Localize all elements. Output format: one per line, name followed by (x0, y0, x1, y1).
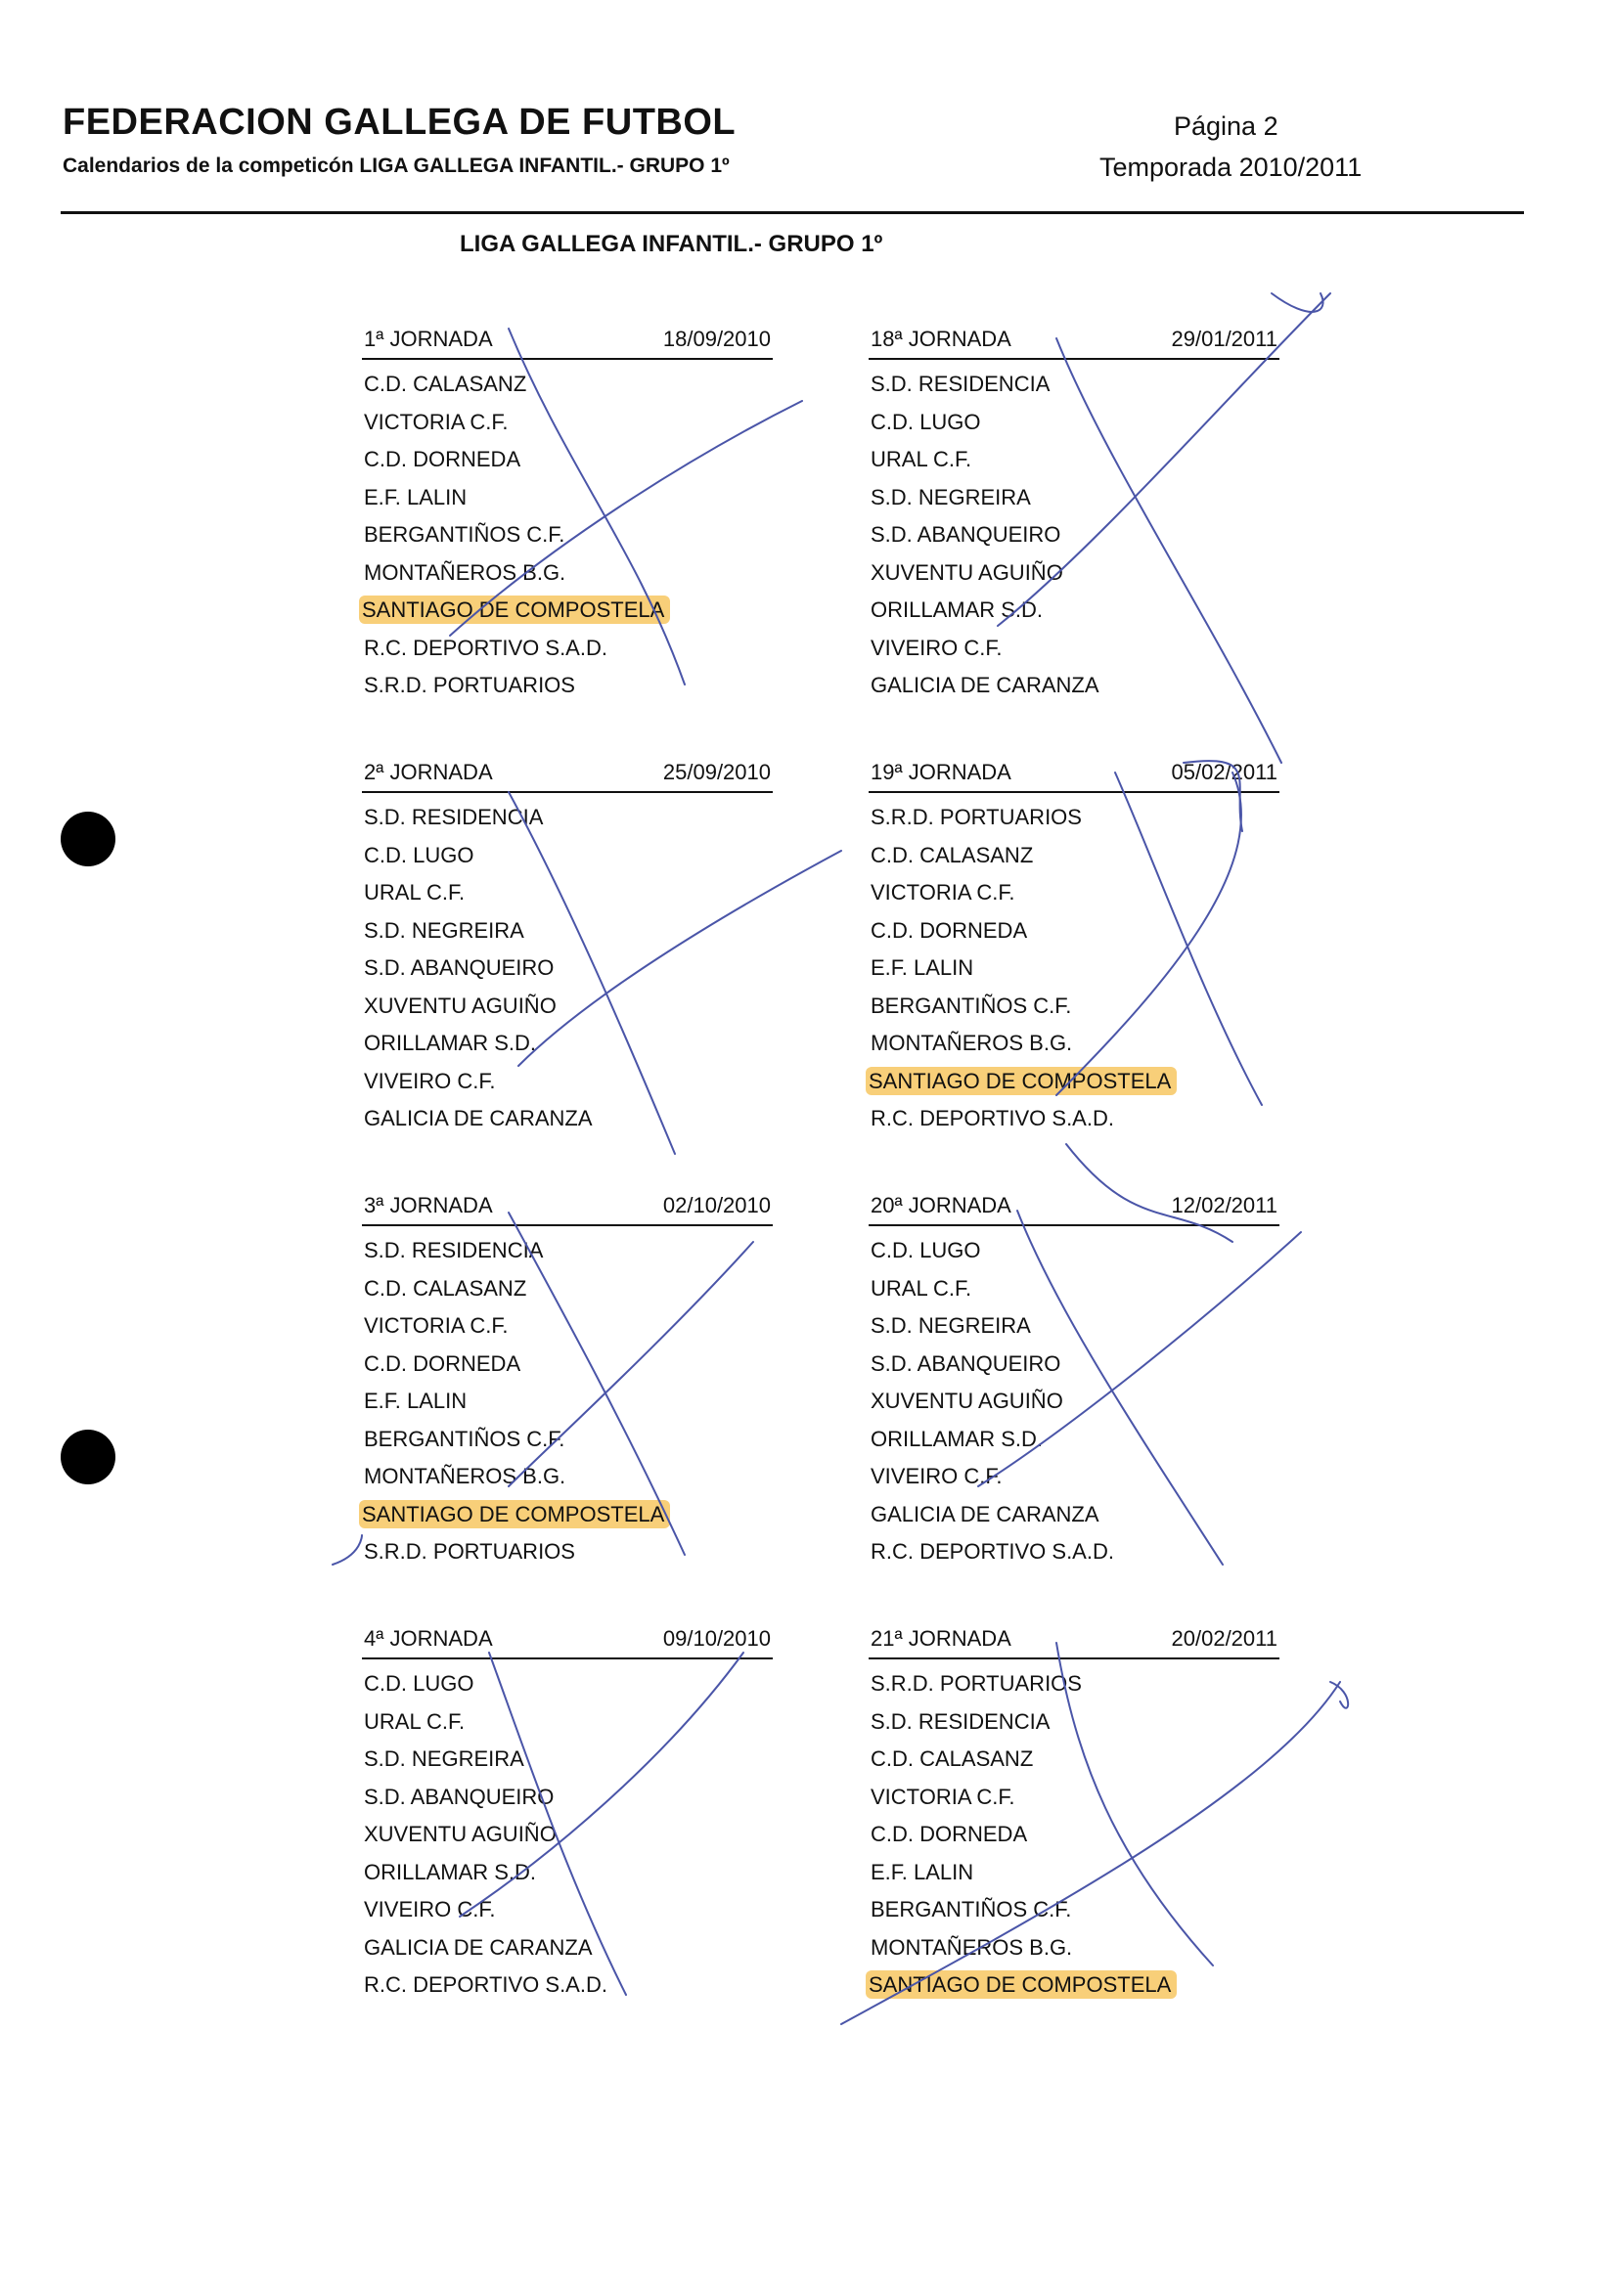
pen-stroke (841, 1682, 1340, 2024)
team-name: C.D. LUGO (364, 842, 474, 867)
team-name: VICTORIA C.F. (364, 409, 509, 434)
team-name: S.R.D. PORTUARIOS (364, 673, 575, 697)
team-name: VIVEIRO C.F. (364, 1897, 496, 1921)
pen-stroke (509, 329, 685, 684)
team-name: C.D. LUGO (871, 1238, 981, 1262)
team-name: R.C. DEPORTIVO S.A.D. (871, 1106, 1114, 1130)
team-name: R.C. DEPORTIVO S.A.D. (364, 635, 607, 660)
team-name: URAL C.F. (871, 447, 972, 471)
pen-stroke (1330, 1682, 1348, 1708)
highlighted-team-name: SANTIAGO DE COMPOSTELA (866, 1067, 1177, 1095)
pen-stroke (1115, 773, 1262, 1105)
team-name: XUVENTU AGUIÑO (871, 559, 1063, 585)
team-name: URAL C.F. (364, 1708, 466, 1734)
team-name: S.D. ABANQUEIRO (871, 522, 1061, 547)
team-name: XUVENTU AGUIÑO (364, 1822, 557, 1846)
pen-stroke (509, 792, 675, 1154)
team-name: GALICIA DE CARANZA (871, 1501, 1099, 1526)
pen-stroke (509, 1213, 685, 1555)
team-name: XUVENTU AGUIÑO (364, 993, 557, 1018)
jornada-date: 09/10/2010 (662, 1626, 771, 1651)
jornada-label: 21ª JORNADA (871, 1626, 1011, 1651)
team-name: C.D. DORNEDA (364, 447, 521, 471)
team-name: GALICIA DE CARANZA (364, 1934, 593, 1960)
jornada-label: 3ª JORNADA (364, 1193, 493, 1217)
team-name: S.D. RESIDENCIA (871, 1708, 1051, 1734)
team-name: S.D. NEGREIRA (364, 1746, 524, 1771)
team-name: MONTAÑEROS B.G. (364, 1464, 566, 1488)
highlighted-team-name: SANTIAGO DE COMPOSTELA (866, 1970, 1177, 1999)
team-name: S.D. ABANQUEIRO (364, 1784, 555, 1809)
jornada-label: 20ª JORNADA (871, 1193, 1011, 1217)
team-name: E.F. LALIN (364, 1389, 468, 1413)
team-name: BERGANTIÑOS C.F. (871, 993, 1072, 1018)
pen-stroke (333, 1535, 362, 1565)
page-number: Página 2 (1174, 111, 1278, 141)
jornada-label: 4ª JORNADA (364, 1626, 493, 1651)
team-name: C.D. DORNEDA (871, 1822, 1028, 1846)
team-name: S.D. RESIDENCIA (871, 372, 1051, 396)
team-name: E.F. LALIN (871, 1859, 974, 1884)
team-name: ORILLAMAR S.D. (871, 597, 1044, 622)
jornada-label: 2ª JORNADA (364, 760, 493, 784)
federation-title: FEDERACION GALLEGA DE FUTBOL (63, 102, 737, 143)
team-name: S.R.D. PORTUARIOS (871, 1671, 1082, 1696)
team-name: C.D. CALASANZ (364, 1275, 527, 1301)
pen-stroke (460, 1653, 743, 1917)
pen-stroke (1184, 761, 1242, 831)
team-name: XUVENTU AGUIÑO (871, 1389, 1063, 1413)
team-name: C.D. LUGO (871, 409, 981, 434)
jornada-label: 19ª JORNADA (871, 760, 1011, 784)
team-name: E.F. LALIN (871, 955, 974, 980)
jornada-date: 12/02/2011 (1171, 1193, 1277, 1217)
team-name: E.F. LALIN (364, 484, 468, 509)
team-name: BERGANTIÑOS C.F. (871, 1897, 1072, 1921)
team-name: VIVEIRO C.F. (364, 1068, 496, 1093)
team-name: GALICIA DE CARANZA (871, 673, 1099, 697)
pen-stroke (1056, 338, 1281, 763)
team-name: URAL C.F. (364, 880, 466, 905)
team-name: C.D. LUGO (364, 1671, 474, 1696)
highlighted-team-name: SANTIAGO DE COMPOSTELA (359, 596, 670, 624)
team-name: GALICIA DE CARANZA (364, 1106, 593, 1130)
competition-subtitle: Calendarios de la competicón LIGA GALLEGA INFANTIL.- GRUPO 1º (63, 155, 730, 177)
team-name: S.D. ABANQUEIRO (364, 955, 555, 980)
team-name: C.D. CALASANZ (364, 372, 527, 396)
jornada-label: 18ª JORNADA (871, 327, 1011, 351)
jornada-label: 1ª JORNADA (364, 327, 493, 351)
team-name: VICTORIA C.F. (871, 1784, 1015, 1809)
pen-stroke (1056, 1643, 1213, 1965)
pen-stroke (1066, 1144, 1232, 1242)
jornada-date: 20/02/2011 (1171, 1626, 1277, 1651)
pen-stroke (998, 293, 1330, 626)
team-name: C.D. CALASANZ (871, 1746, 1034, 1771)
team-name: S.D. ABANQUEIRO (871, 1350, 1061, 1376)
team-name: S.D. NEGREIRA (871, 1313, 1031, 1338)
jornada-date: 25/09/2010 (662, 760, 771, 784)
team-name: MONTAÑEROS B.G. (871, 1934, 1073, 1960)
team-name: MONTAÑEROS B.G. (871, 1031, 1073, 1055)
team-name: URAL C.F. (871, 1275, 972, 1301)
team-name: R.C. DEPORTIVO S.A.D. (364, 1972, 607, 1997)
team-name: C.D. CALASANZ (871, 842, 1034, 867)
team-name: VICTORIA C.F. (871, 880, 1015, 905)
highlighted-team-name: SANTIAGO DE COMPOSTELA (359, 1500, 670, 1528)
team-name: ORILLAMAR S.D. (364, 1031, 537, 1055)
pen-stroke (1056, 773, 1241, 1095)
team-name: MONTAÑEROS B.G. (364, 559, 566, 585)
section-title: LIGA GALLEGA INFANTIL.- GRUPO 1º (460, 231, 883, 257)
team-name: S.R.D. PORTUARIOS (364, 1539, 575, 1564)
season-label: Temporada 2010/2011 (1099, 153, 1363, 182)
team-name: BERGANTIÑOS C.F. (364, 1426, 565, 1451)
team-name: C.D. DORNEDA (871, 917, 1028, 943)
pen-stroke (518, 851, 841, 1066)
team-name: S.D. RESIDENCIA (364, 1238, 544, 1262)
team-name: R.C. DEPORTIVO S.A.D. (871, 1539, 1114, 1564)
jornada-date: 29/01/2011 (1171, 327, 1277, 351)
jornada-date: 05/02/2011 (1171, 760, 1277, 784)
jornada-date: 18/09/2010 (662, 327, 771, 351)
team-name: ORILLAMAR S.D. (364, 1859, 537, 1884)
team-name: S.D. NEGREIRA (871, 484, 1031, 509)
pen-stroke (450, 401, 802, 636)
team-name: ORILLAMAR S.D. (871, 1426, 1044, 1451)
team-name: BERGANTIÑOS C.F. (364, 522, 565, 547)
pen-stroke (489, 1653, 626, 1995)
pen-stroke (978, 1232, 1301, 1486)
team-name: S.R.D. PORTUARIOS (871, 805, 1082, 829)
team-name: C.D. DORNEDA (364, 1350, 521, 1376)
team-name: VIVEIRO C.F. (871, 635, 1003, 660)
pen-stroke (1017, 1211, 1223, 1565)
team-name: S.D. NEGREIRA (364, 917, 524, 943)
team-name: VIVEIRO C.F. (871, 1464, 1003, 1488)
team-name: S.D. RESIDENCIA (364, 805, 544, 829)
team-name: VICTORIA C.F. (364, 1313, 509, 1338)
jornada-date: 02/10/2010 (662, 1193, 771, 1217)
